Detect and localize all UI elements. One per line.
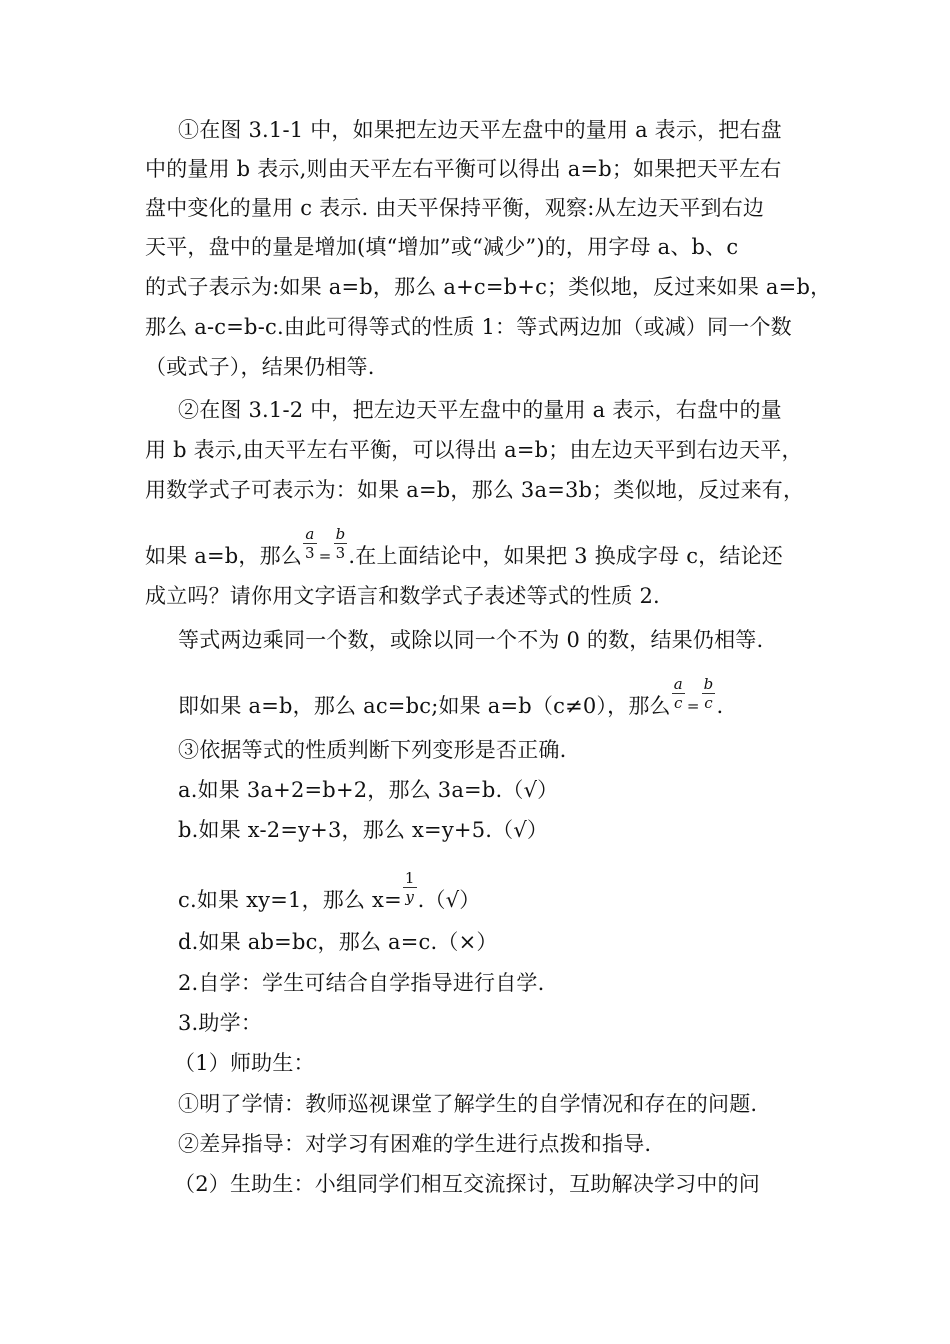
line-text-after-fraction: .在上面结论中，如果把 3 换成字母 c，结论还 bbox=[348, 544, 784, 568]
paragraph-1-line-4: 天平，盘中的量是增加(填“增加”或“减少”)的，用字母 a、b、c bbox=[145, 235, 739, 259]
line-text-before-fraction: 即如果 a=b，那么 ac=bc;如果 a=b（c≠0），那么 bbox=[178, 694, 671, 718]
property-2-statement: 等式两边乘同一个数，或除以同一个不为 0 的数，结果仍相等. bbox=[178, 628, 764, 652]
fraction-a-over-3: $\frac{a}{3}$ bbox=[305, 525, 315, 562]
section-2-self-study: 2.自学：学生可结合自学指导进行自学. bbox=[178, 971, 545, 995]
equals-sign: = bbox=[318, 546, 332, 565]
paragraph-1-line-6: 那么 a-c=b-c.由此可得等式的性质 1：等式两边加（或减）同一个数 bbox=[145, 315, 792, 339]
paragraph-2-line-3: 用数学式子可表示为：如果 a=b，那么 3a=3b；类似地，反过来有， bbox=[145, 478, 805, 502]
subsection-student-helps: （2）生助生：小组同学们相互交流探讨，互助解决学习中的问 bbox=[174, 1172, 760, 1196]
paragraph-1-line-2: 中的量用 b 表示,则由天平左右平衡可以得出 a=b；如果把天平左右 bbox=[145, 157, 782, 181]
equals-sign: = bbox=[686, 696, 700, 715]
fraction-1-over-y: $\frac{1}{y}$ bbox=[404, 869, 415, 906]
exercise-item-b: b.如果 x-2=y+3，那么 x=y+5.（√） bbox=[178, 818, 549, 842]
line-text-before-fraction: c.如果 xy=1，那么 x= bbox=[178, 888, 402, 912]
line-text-after-fraction: .（√） bbox=[417, 888, 481, 912]
exercise-item-a: a.如果 3a+2=b+2，那么 3a=b.（√） bbox=[178, 778, 559, 802]
fraction-a-over-c: $\frac{a}{c}$ bbox=[673, 675, 683, 712]
teacher-help-item-2: ②差异指导：对学习有困难的学生进行点拨和指导. bbox=[178, 1132, 652, 1156]
line-text-before-fraction: 如果 a=b，那么 bbox=[145, 544, 303, 568]
exercise-item-c bbox=[178, 869, 481, 919]
paragraph-1-line-7: （或式子），结果仍相等. bbox=[145, 355, 375, 379]
paragraph-2-line-4 bbox=[145, 525, 784, 575]
section-3-assist: 3.助学： bbox=[178, 1011, 263, 1035]
paragraph-1-line-5: 的式子表示为:如果 a=b，那么 a+c=b+c；类似地，反过来如果 a=b， bbox=[145, 275, 832, 299]
exercise-item-d: d.如果 ab=bc，那么 a=c.（×） bbox=[178, 930, 498, 954]
fraction-b-over-3: $\frac{b}{3}$ bbox=[335, 525, 346, 562]
paragraph-2-line-2: 用 b 表示,由天平左右平衡，可以得出 a=b；由左边天平到右边天平， bbox=[145, 438, 803, 462]
teacher-help-item-1: ①明了学情：教师巡视课堂了解学生的自学情况和存在的问题. bbox=[178, 1092, 758, 1116]
fraction-b-over-c: $\frac{b}{c}$ bbox=[703, 675, 714, 712]
paragraph-1-line-3: 盘中变化的量用 c 表示. 由天平保持平衡，观察:从左边天平到右边 bbox=[145, 196, 765, 220]
property-2-formula-line bbox=[178, 675, 724, 725]
paragraph-2-line-5: 成立吗？请你用文字语言和数学式子表述等式的性质 2. bbox=[145, 584, 660, 608]
paragraph-1-line-1: ①在图 3.1-1 中，如果把左边天平左盘中的量用 a 表示，把右盘 bbox=[178, 118, 782, 142]
exercise-intro: ③依据等式的性质判断下列变形是否正确. bbox=[178, 738, 567, 762]
paragraph-2-line-1: ②在图 3.1-2 中，把左边天平左盘中的量用 a 表示，右盘中的量 bbox=[178, 398, 782, 422]
subsection-teacher-helps: （1）师助生： bbox=[174, 1051, 315, 1075]
line-text-after-fraction: . bbox=[716, 694, 724, 718]
